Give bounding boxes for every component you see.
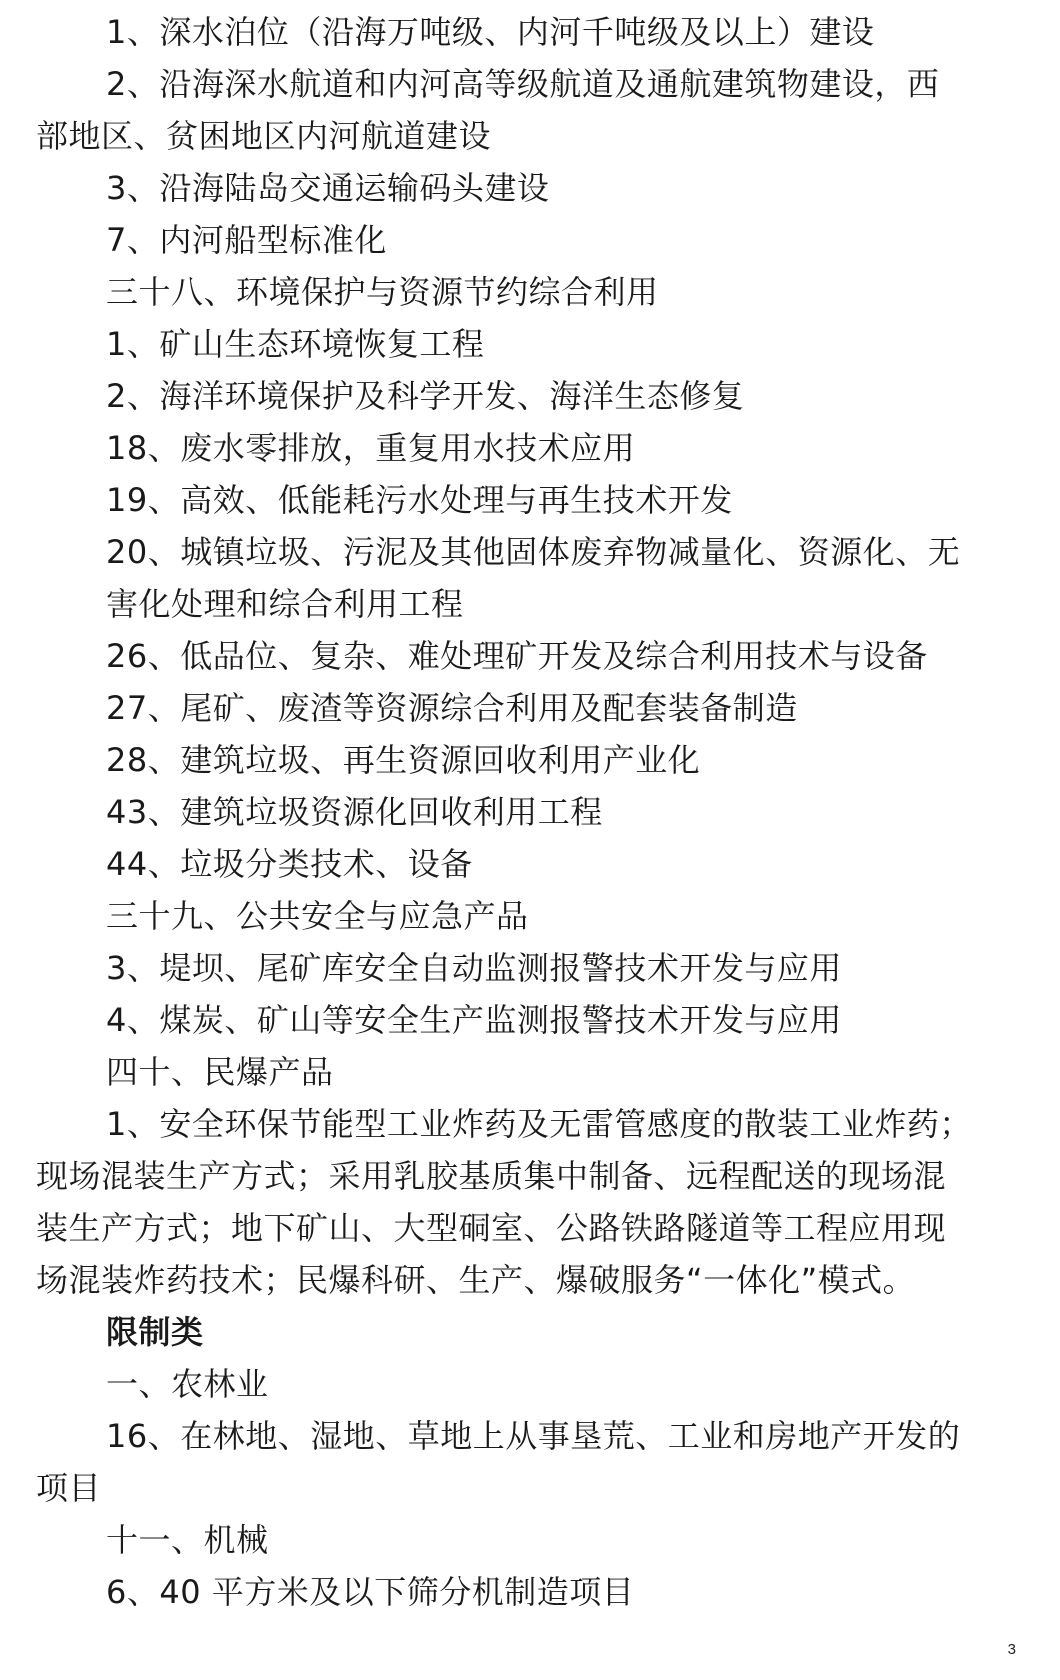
list-item: 28、建筑垃圾、再生资源回收利用产业化 bbox=[106, 741, 701, 779]
list-item: 44、垃圾分类技术、设备 bbox=[106, 845, 473, 883]
list-item: 27、尾矿、废渣等资源综合利用及配套装备制造 bbox=[106, 689, 798, 727]
list-item: 3、沿海陆岛交通运输码头建设 bbox=[106, 169, 550, 207]
list-item: 1、深水泊位（沿海万吨级、内河千吨级及以上）建设 bbox=[106, 13, 875, 51]
list-item: 6、40 平方米及以下筛分机制造项目 bbox=[106, 1573, 635, 1611]
list-item: 16、在林地、湿地、草地上从事垦荒、工业和房地产开发的 bbox=[106, 1417, 961, 1455]
list-item: 3、堤坝、尾矿库安全自动监测报警技术开发与应用 bbox=[106, 949, 842, 987]
list-item: 18、废水零排放，重复用水技术应用 bbox=[106, 429, 636, 467]
list-item: 26、低品位、复杂、难处理矿开发及综合利用技术与设备 bbox=[106, 637, 928, 675]
section-heading: 十一、机械 bbox=[106, 1521, 269, 1559]
list-item-continuation: 害化处理和综合利用工程 bbox=[106, 585, 464, 623]
list-item-continuation: 装生产方式；地下矿山、大型硐室、公路铁路隧道等工程应用现 bbox=[36, 1209, 947, 1247]
list-item-continuation: 部地区、贫困地区内河航道建设 bbox=[36, 117, 492, 155]
section-heading: 一、农林业 bbox=[106, 1365, 269, 1403]
list-item: 2、海洋环境保护及科学开发、海洋生态修复 bbox=[106, 377, 745, 415]
list-item: 4、煤炭、矿山等安全生产监测报警技术开发与应用 bbox=[106, 1001, 842, 1039]
section-heading: 三十八、环境保护与资源节约综合利用 bbox=[106, 273, 659, 311]
list-item: 7、内河船型标准化 bbox=[106, 221, 387, 259]
list-item: 1、安全环保节能型工业炸药及无雷管感度的散装工业炸药； bbox=[106, 1105, 972, 1143]
document-body bbox=[36, 6, 1026, 1618]
page-number: 3 bbox=[1007, 1641, 1016, 1658]
section-heading: 三十九、公共安全与应急产品 bbox=[106, 897, 529, 935]
list-item-continuation: 项目 bbox=[36, 1469, 102, 1507]
list-item: 19、高效、低能耗污水处理与再生技术开发 bbox=[106, 481, 733, 519]
list-item: 2、沿海深水航道和内河高等级航道及通航建筑物建设，西 bbox=[106, 65, 940, 103]
list-item-continuation: 现场混装生产方式；采用乳胶基质集中制备、远程配送的现场混 bbox=[36, 1157, 947, 1195]
list-item: 1、矿山生态环境恢复工程 bbox=[106, 325, 485, 363]
category-heading: 限制类 bbox=[106, 1313, 204, 1351]
list-item: 43、建筑垃圾资源化回收利用工程 bbox=[106, 793, 603, 831]
section-heading: 四十、民爆产品 bbox=[106, 1053, 334, 1091]
list-item-continuation: 场混装炸药技术；民爆科研、生产、爆破服务“一体化”模式。 bbox=[36, 1261, 916, 1299]
list-item: 20、城镇垃圾、污泥及其他固体废弃物减量化、资源化、无 bbox=[106, 533, 961, 571]
